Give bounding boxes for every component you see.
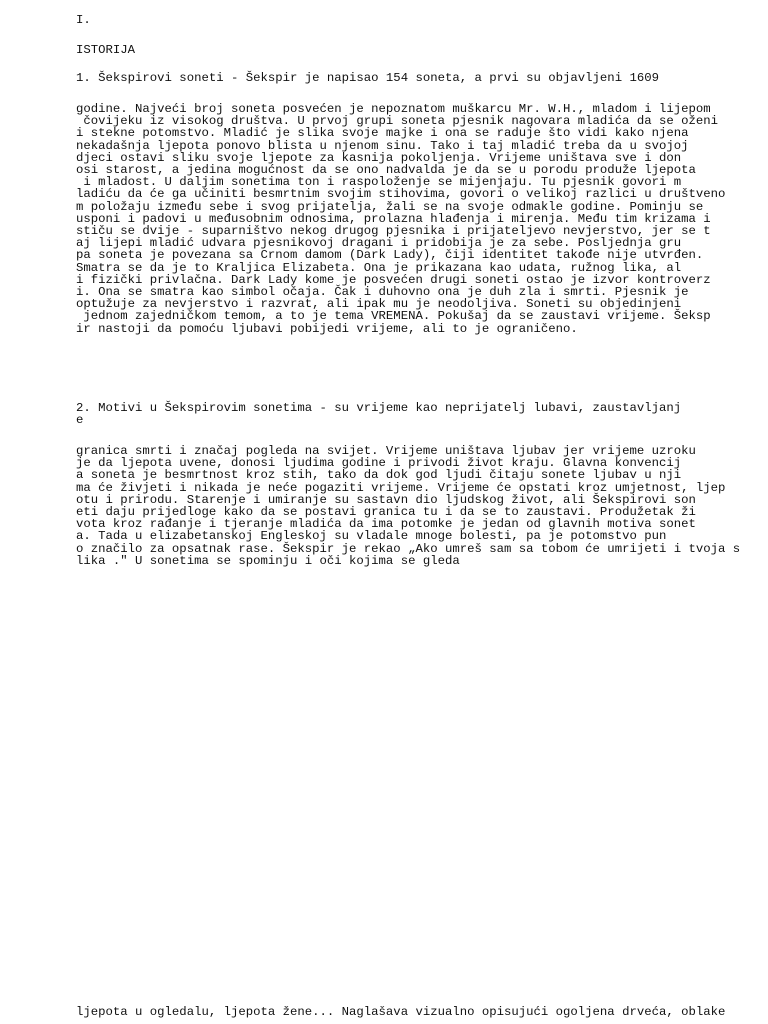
text-line: stiču se dvije - suparništvo nekog drugog pjesnika i prijateljevo nevjerstvo, jer se t bbox=[76, 224, 711, 239]
text-line: otu i prirodu. Starenje i umiranje su sastavn dio ljudskog život, ali Šekspirovi son bbox=[76, 492, 696, 507]
text-line: optužuje za nevjerstvo i razvrat, ali ipak mu je neodoljiva. Soneti su objedinjeni bbox=[76, 297, 682, 312]
roman-numeral: I. bbox=[76, 13, 91, 27]
section1-body bbox=[76, 103, 725, 335]
text-line: nekadašnja ljepota ponovo blista u njenom sinu. Tako i taj mladić treba da u svojoj bbox=[76, 138, 689, 153]
text-line: i mladost. U daljim sonetima ton i raspoloženje se mijenjaju. Tu pjesnik govori m bbox=[76, 175, 682, 190]
text-line: čovijeku iz visokog društva. U prvoj grupi soneta pjesnik nagovara mladića da se oženi bbox=[76, 114, 719, 129]
text-line: godine. Najveći broj soneta posvećen je nepoznatom muškarcu Mr. W.H., mladom i lijepom bbox=[76, 102, 711, 116]
document-heading: ISTORIJA bbox=[76, 43, 136, 57]
text-line: aj lijepi mladić udvara pjesnikovoj dragani i pridobija je za sebe. Posljednja gru bbox=[76, 236, 682, 251]
text-line: i fizički privlačna. Dark Lady kome je posvećen drugi soneti ostao je izvor kontroverz bbox=[76, 272, 711, 287]
text-line: jednom zajedničkom temom, a to je tema VREMENA. Pokušaj da se zaustavi vrijeme. Šeksp bbox=[76, 309, 711, 324]
text-line: i stekne potomstvo. Mladić je slika svoje majke i ona se raduje što vidi kako njena bbox=[76, 126, 689, 141]
text-line: i. Ona se smatra kao simbol očaja. Čak i duhovno ona je duh zla i smrti. Pjesnik je bbox=[76, 285, 689, 300]
text-line: ir nastoji da pomoću ljubavi pobijedi vrijeme, ali to je ograničeno. bbox=[76, 321, 578, 336]
section2-title-line: e bbox=[76, 413, 84, 428]
text-line: a. Tada u elizabetanskoj Engleskoj su vladale mnoge bolesti, pa je potomstvo pun bbox=[76, 529, 667, 544]
text-line: je da ljepota uvene, donosi ljudima godine i privodi život kraju. Glavna konvencij bbox=[76, 456, 682, 471]
text-line: eti daju prijedloge kako da se postavi granica tu i da se to zaustavi. Produžetak ži bbox=[76, 505, 696, 520]
section2-title bbox=[76, 402, 681, 426]
bottom-text-line: ljepota u ogledalu, ljepota žene... Naglašava vizualno opisujući ogoljena drveća, oblake bbox=[76, 1005, 726, 1019]
text-line: lika ." U sonetima se spominju i oči kojima se gleda bbox=[76, 553, 460, 568]
text-line: o značilo za opsatnak rase. Šekspir je rekao „Ako umreš sam sa tobom će umrijeti i tvoja s bbox=[76, 541, 741, 556]
text-line: djeci ostavi sliku svoje ljepote za kasnija pokoljenja. Vrijeme uništava sve i don bbox=[76, 150, 682, 165]
text-line: osi starost, a jedina mogućnost da se ono nadvalda je da se u porodu produže ljepota bbox=[76, 163, 696, 178]
text-line: granica smrti i značaj pogleda na svijet. Vrijeme uništava ljubav jer vrijeme uzroku bbox=[76, 444, 696, 458]
text-line: a soneta je besmrtnost kroz stih, tako da dok god ljudi čitaju sonete ljubav u nji bbox=[76, 468, 682, 483]
text-line: ma će živjeti i nikada je neće pogaziti vrijeme. Vrijeme će opstati kroz umjetnost, ljep bbox=[76, 480, 726, 495]
text-line: usponi i padovi u međusobnim odnosima, prolazna hlađenja i mirenja. Među tim krizama i bbox=[76, 211, 711, 226]
text-line: m položaju između sebe i svog prijatelja, žali se na svoje odmakle godine. Pominju se bbox=[76, 199, 704, 214]
text-line: pa soneta je povezana sa Crnom damom (Dark Lady), čiji identitet takođe nije utvrđen. bbox=[76, 248, 704, 263]
text-line: Smatra se da je to Kraljica Elizabeta. Ona je prikazana kao udata, ružnog lika, al bbox=[76, 260, 682, 275]
text-line: ladiću da će ga učiniti besmrtnim svojim stihovima, govori o velikoj razlici u društveno bbox=[76, 187, 726, 202]
text-line: vota kroz rađanje i tjeranje mladića da ima potomke je jedan od glavnih motiva sonet bbox=[76, 517, 696, 532]
section1-title: 1. Šekspirovi soneti - Šekspir je napisao 154 soneta, a prvi su objavljeni 1609 bbox=[76, 71, 659, 85]
section2-title-line: 2. Motivi u Šekspirovim sonetima - su vrijeme kao neprijatelj lubavi, zaustavljanj bbox=[76, 401, 682, 415]
section2-body bbox=[76, 445, 740, 567]
